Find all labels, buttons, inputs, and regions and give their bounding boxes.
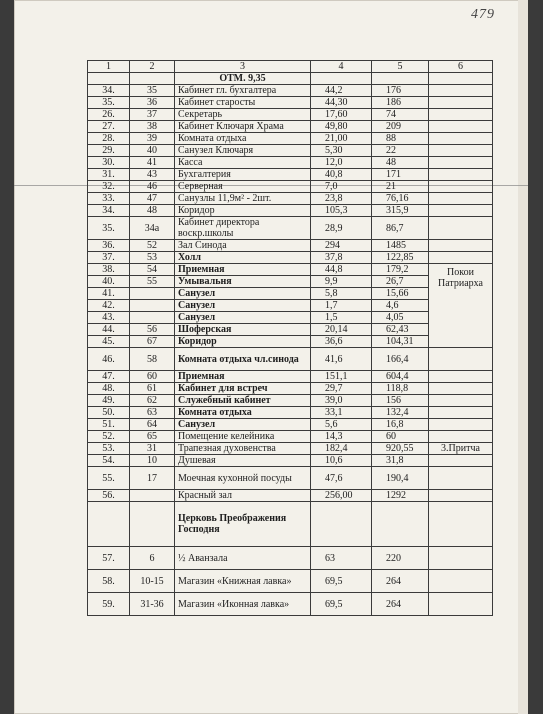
area-value: 44,8 xyxy=(311,264,372,276)
area-value: 69,5 xyxy=(311,593,372,616)
row-number: 49. xyxy=(88,395,130,407)
room-name: Санузел xyxy=(175,288,311,300)
document-page xyxy=(14,0,528,714)
note-cell xyxy=(429,121,493,133)
room-number: 37 xyxy=(130,109,175,121)
area-value: 1,7 xyxy=(311,300,372,312)
table-row xyxy=(88,502,493,547)
area-value: 29,7 xyxy=(311,383,372,395)
volume-value: 31,8 xyxy=(372,455,429,467)
row-number: 36. xyxy=(88,240,130,252)
table-row xyxy=(88,443,493,455)
room-name: Санузел xyxy=(175,419,311,431)
room-number: 31-36 xyxy=(130,593,175,616)
volume-value: 171 xyxy=(372,169,429,181)
room-name: Зал Синода xyxy=(175,240,311,252)
table-row xyxy=(88,547,493,570)
row-number: 34. xyxy=(88,205,130,217)
table-row xyxy=(88,109,493,121)
area-value: 1,5 xyxy=(311,312,372,324)
note-cell xyxy=(429,467,493,490)
table-row xyxy=(88,383,493,395)
room-name: Коридор xyxy=(175,205,311,217)
note-cell xyxy=(429,205,493,217)
room-name: Кабинет для встреч xyxy=(175,383,311,395)
room-name: Умывальня xyxy=(175,276,311,288)
room-name: Трапезная духовенства xyxy=(175,443,311,455)
rooms-table xyxy=(87,60,493,616)
row-number: 35. xyxy=(88,217,130,240)
room-name: Шоферская xyxy=(175,324,311,336)
room-name: Помещение келейника xyxy=(175,431,311,443)
row-number: 48. xyxy=(88,383,130,395)
page-edge xyxy=(518,0,528,714)
table-row xyxy=(88,217,493,240)
area-value: 20,14 xyxy=(311,324,372,336)
volume-value: 186 xyxy=(372,97,429,109)
area-value: 63 xyxy=(311,547,372,570)
room-number: 55 xyxy=(130,276,175,288)
row-number: 30. xyxy=(88,157,130,169)
volume-value: 1292 xyxy=(372,490,429,502)
note-cell xyxy=(429,109,493,121)
table-row xyxy=(88,252,493,264)
note-cell xyxy=(429,407,493,419)
volume-value: 86,7 xyxy=(372,217,429,240)
room-name: Кабинет старосты xyxy=(175,97,311,109)
row-number: 57. xyxy=(88,547,130,570)
volume-value: 60 xyxy=(372,431,429,443)
area-value xyxy=(311,502,372,547)
room-name: Моечная кухонной посуды xyxy=(175,467,311,490)
section-title: ОТМ. 9,35 xyxy=(175,73,311,85)
row-number: 52. xyxy=(88,431,130,443)
note-cell xyxy=(429,502,493,547)
room-number: 65 xyxy=(130,431,175,443)
row-number: 41. xyxy=(88,288,130,300)
area-value: 28,9 xyxy=(311,217,372,240)
row-number: 44. xyxy=(88,324,130,336)
table-row xyxy=(88,490,493,502)
volume-value: 15,66 xyxy=(372,288,429,300)
table-row xyxy=(88,169,493,181)
volume-value: 4,6 xyxy=(372,300,429,312)
room-number: 41 xyxy=(130,157,175,169)
note-cell xyxy=(429,547,493,570)
volume-value: 26,7 xyxy=(372,276,429,288)
room-number: 34а xyxy=(130,217,175,240)
table-row xyxy=(88,97,493,109)
area-value: 12,0 xyxy=(311,157,372,169)
volume-value: 122,85 xyxy=(372,252,429,264)
row-number: 28. xyxy=(88,133,130,145)
area-value: 256,00 xyxy=(311,490,372,502)
room-number xyxy=(130,288,175,300)
area-value: 10,6 xyxy=(311,455,372,467)
note-cell xyxy=(429,193,493,205)
room-name: Бухгалтерия xyxy=(175,169,311,181)
room-name: Церковь Преображения Господня xyxy=(175,502,311,547)
table-row xyxy=(88,407,493,419)
row-number: 40. xyxy=(88,276,130,288)
room-number: 61 xyxy=(130,383,175,395)
area-value: 36,6 xyxy=(311,336,372,348)
note-cell xyxy=(429,133,493,145)
volume-value: 920,55 xyxy=(372,443,429,455)
area-value: 182,4 xyxy=(311,443,372,455)
area-value: 37,8 xyxy=(311,252,372,264)
room-name: Санузел xyxy=(175,300,311,312)
table-row xyxy=(88,431,493,443)
room-number: 6 xyxy=(130,547,175,570)
room-number xyxy=(130,502,175,547)
table-row xyxy=(88,85,493,97)
room-name: ½ Аванзала xyxy=(175,547,311,570)
table-row xyxy=(88,205,493,217)
room-number: 52 xyxy=(130,240,175,252)
header-cell: 4 xyxy=(311,61,372,73)
note-cell xyxy=(429,145,493,157)
area-value: 7,0 xyxy=(311,181,372,193)
header-cell: 6 xyxy=(429,61,493,73)
row-number: 50. xyxy=(88,407,130,419)
room-number: 64 xyxy=(130,419,175,431)
area-value: 294 xyxy=(311,240,372,252)
volume-value: 74 xyxy=(372,109,429,121)
row-number: 35. xyxy=(88,97,130,109)
header-cell: 2 xyxy=(130,61,175,73)
room-name: Санузел xyxy=(175,312,311,324)
table-row xyxy=(88,133,493,145)
volume-value: 22 xyxy=(372,145,429,157)
note-pritcha: 3.Притча xyxy=(429,443,493,455)
header-cell: 5 xyxy=(372,61,429,73)
room-name: Душевая xyxy=(175,455,311,467)
room-name: Комната отдыха чл.синода xyxy=(175,348,311,371)
volume-value: 176 xyxy=(372,85,429,97)
room-name: Санузел Ключаря xyxy=(175,145,311,157)
table-row xyxy=(88,264,493,276)
header-cell: 3 xyxy=(175,61,311,73)
room-name: Магазин «Книжная лавка» xyxy=(175,570,311,593)
area-value: 5,30 xyxy=(311,145,372,157)
volume-value: 4,05 xyxy=(372,312,429,324)
table-row xyxy=(88,181,493,193)
room-number: 35 xyxy=(130,85,175,97)
room-name: Комната отдыха xyxy=(175,133,311,145)
room-name: Кабинет Ключаря Храма xyxy=(175,121,311,133)
note-cell xyxy=(429,490,493,502)
room-number: 48 xyxy=(130,205,175,217)
note-pokoi: Покои Патриарха xyxy=(429,264,493,348)
room-name: Приемная xyxy=(175,371,311,383)
area-value: 5,6 xyxy=(311,419,372,431)
room-number: 36 xyxy=(130,97,175,109)
volume-value: 132,4 xyxy=(372,407,429,419)
table-row xyxy=(88,395,493,407)
room-name: Комната отдыха xyxy=(175,407,311,419)
area-value: 47,6 xyxy=(311,467,372,490)
row-number: 58. xyxy=(88,570,130,593)
volume-value: 118,8 xyxy=(372,383,429,395)
area-value: 14,3 xyxy=(311,431,372,443)
area-value: 69,5 xyxy=(311,570,372,593)
row-number: 43. xyxy=(88,312,130,324)
room-number: 63 xyxy=(130,407,175,419)
volume-value: 156 xyxy=(372,395,429,407)
room-number: 10 xyxy=(130,455,175,467)
volume-value xyxy=(372,502,429,547)
room-name: Красный зал xyxy=(175,490,311,502)
note-cell xyxy=(429,371,493,383)
volume-value: 179,2 xyxy=(372,264,429,276)
volume-value: 48 xyxy=(372,157,429,169)
row-number: 34. xyxy=(88,85,130,97)
table-row xyxy=(88,455,493,467)
note-cell xyxy=(429,348,493,371)
row-number: 27. xyxy=(88,121,130,133)
area-value: 5,8 xyxy=(311,288,372,300)
room-number xyxy=(130,300,175,312)
row-number: 54. xyxy=(88,455,130,467)
volume-value: 88 xyxy=(372,133,429,145)
note-cell xyxy=(429,169,493,181)
table-row xyxy=(88,193,493,205)
room-number: 31 xyxy=(130,443,175,455)
note-cell xyxy=(429,181,493,193)
table-row xyxy=(88,157,493,169)
room-name: Санузлы 11,9м² - 2шт. xyxy=(175,193,311,205)
room-number: 47 xyxy=(130,193,175,205)
row-number: 51. xyxy=(88,419,130,431)
row-number: 45. xyxy=(88,336,130,348)
volume-value: 315,9 xyxy=(372,205,429,217)
room-number: 62 xyxy=(130,395,175,407)
row-number: 29. xyxy=(88,145,130,157)
table-row xyxy=(88,145,493,157)
note-cell xyxy=(429,157,493,169)
table-header-row xyxy=(88,61,493,73)
room-number: 67 xyxy=(130,336,175,348)
row-number: 56. xyxy=(88,490,130,502)
note-cell xyxy=(429,85,493,97)
volume-value: 76,16 xyxy=(372,193,429,205)
note-cell xyxy=(429,593,493,616)
area-value: 9,9 xyxy=(311,276,372,288)
page-number: 479 xyxy=(471,7,495,22)
room-number: 58 xyxy=(130,348,175,371)
room-number: 38 xyxy=(130,121,175,133)
volume-value: 604,4 xyxy=(372,371,429,383)
table-row xyxy=(88,240,493,252)
row-number: 59. xyxy=(88,593,130,616)
room-number: 43 xyxy=(130,169,175,181)
note-cell xyxy=(429,570,493,593)
area-value: 49,80 xyxy=(311,121,372,133)
volume-value: 264 xyxy=(372,593,429,616)
room-number: 60 xyxy=(130,371,175,383)
row-number: 31. xyxy=(88,169,130,181)
row-number: 53. xyxy=(88,443,130,455)
room-number: 10-15 xyxy=(130,570,175,593)
room-name: Кабинет директора воскр.школы xyxy=(175,217,311,240)
row-number: 47. xyxy=(88,371,130,383)
table-row xyxy=(88,570,493,593)
note-cell xyxy=(429,431,493,443)
table-row xyxy=(88,348,493,371)
area-value: 151,1 xyxy=(311,371,372,383)
area-value: 105,3 xyxy=(311,205,372,217)
area-value: 17,60 xyxy=(311,109,372,121)
room-number: 40 xyxy=(130,145,175,157)
volume-value: 1485 xyxy=(372,240,429,252)
volume-value: 21 xyxy=(372,181,429,193)
row-number: 38. xyxy=(88,264,130,276)
room-number: 17 xyxy=(130,467,175,490)
section-title-row xyxy=(88,73,493,85)
table-row xyxy=(88,419,493,431)
area-value: 21,00 xyxy=(311,133,372,145)
area-value: 40,8 xyxy=(311,169,372,181)
volume-value: 16,8 xyxy=(372,419,429,431)
table-row xyxy=(88,121,493,133)
area-value: 44,30 xyxy=(311,97,372,109)
room-number: 54 xyxy=(130,264,175,276)
note-cell xyxy=(429,395,493,407)
room-number: 39 xyxy=(130,133,175,145)
room-name: Касса xyxy=(175,157,311,169)
row-number: 32. xyxy=(88,181,130,193)
row-number: 55. xyxy=(88,467,130,490)
table-row xyxy=(88,593,493,616)
area-value: 33,1 xyxy=(311,407,372,419)
area-value: 44,2 xyxy=(311,85,372,97)
row-number: 33. xyxy=(88,193,130,205)
volume-value: 220 xyxy=(372,547,429,570)
row-number xyxy=(88,502,130,547)
room-name: Коридор xyxy=(175,336,311,348)
room-number xyxy=(130,312,175,324)
volume-value: 62,43 xyxy=(372,324,429,336)
header-cell: 1 xyxy=(88,61,130,73)
room-number: 46 xyxy=(130,181,175,193)
row-number: 37. xyxy=(88,252,130,264)
volume-value: 104,31 xyxy=(372,336,429,348)
table-row xyxy=(88,371,493,383)
note-cell xyxy=(429,419,493,431)
volume-value: 190,4 xyxy=(372,467,429,490)
area-value: 23,8 xyxy=(311,193,372,205)
row-number: 26. xyxy=(88,109,130,121)
volume-value: 166,4 xyxy=(372,348,429,371)
area-value: 39,0 xyxy=(311,395,372,407)
room-number: 53 xyxy=(130,252,175,264)
room-name: Магазин «Иконная лавка» xyxy=(175,593,311,616)
room-name: Серверная xyxy=(175,181,311,193)
area-value: 41,6 xyxy=(311,348,372,371)
table-row xyxy=(88,467,493,490)
note-cell xyxy=(429,97,493,109)
volume-value: 209 xyxy=(372,121,429,133)
room-name: Служебный кабинет xyxy=(175,395,311,407)
room-name: Секретарь xyxy=(175,109,311,121)
note-cell xyxy=(429,252,493,264)
row-number: 46. xyxy=(88,348,130,371)
room-number xyxy=(130,490,175,502)
note-cell xyxy=(429,240,493,252)
room-number: 56 xyxy=(130,324,175,336)
note-cell xyxy=(429,217,493,240)
volume-value: 264 xyxy=(372,570,429,593)
note-cell xyxy=(429,383,493,395)
room-name: Кабинет гл. бухгалтера xyxy=(175,85,311,97)
row-number: 42. xyxy=(88,300,130,312)
room-name: Приемная xyxy=(175,264,311,276)
note-cell xyxy=(429,455,493,467)
room-name: Холл xyxy=(175,252,311,264)
